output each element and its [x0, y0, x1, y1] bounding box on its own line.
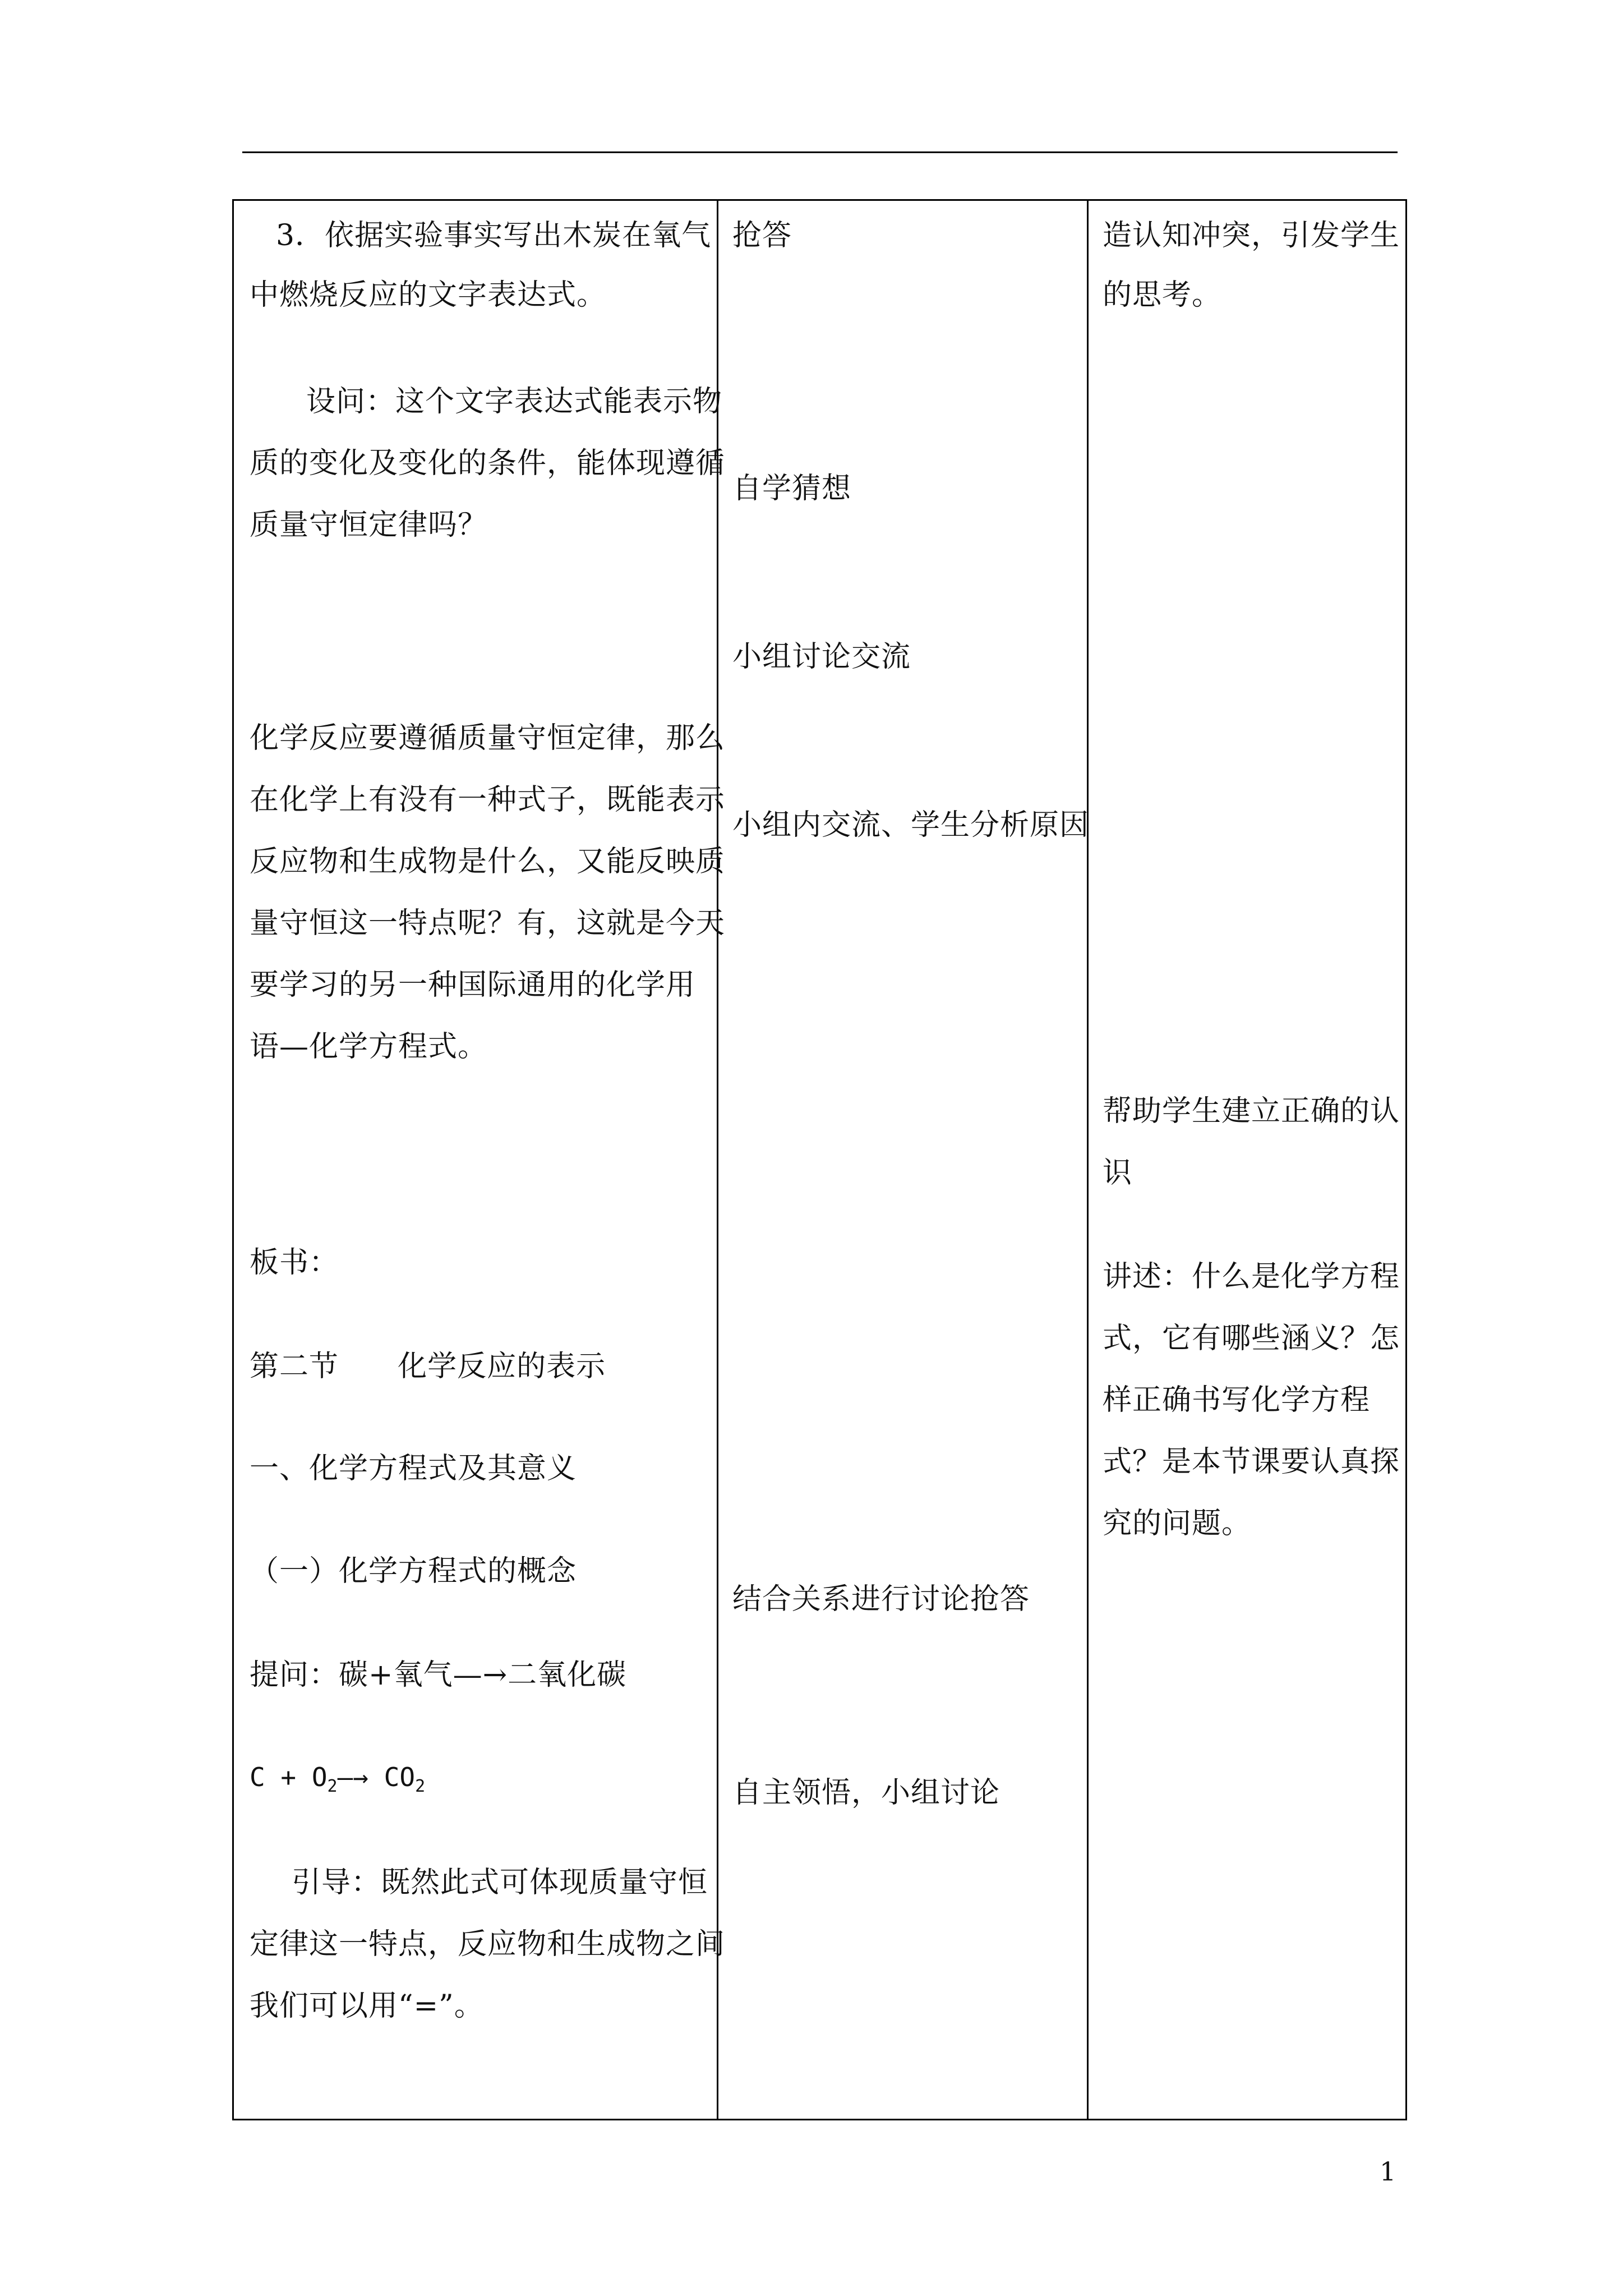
- transition-line3: 反应物和生成物是什么，又能反映质: [250, 845, 726, 878]
- question-line2: 质的变化及变化的条件，能体现遵循: [250, 447, 726, 480]
- subheading-one: （一）化学方程式的概念: [250, 1554, 577, 1588]
- heading-one: 一、化学方程式及其意义: [250, 1452, 577, 1485]
- formula-carbon-dioxide-subscript: 2: [415, 1777, 426, 1796]
- answer-text: 抢答: [732, 219, 792, 252]
- transition-line6: 语—化学方程式。: [250, 1030, 488, 1064]
- self-study-guess: 自学猜想: [732, 472, 852, 505]
- transition-line4: 量守恒这一特点呢？有，这就是今天: [250, 907, 726, 940]
- formula-carbon-dioxide: CO: [384, 1762, 416, 1792]
- page-number: 1: [1380, 2156, 1396, 2187]
- transition-line2: 在化学上有没有一种式子，既能表示: [250, 783, 726, 817]
- transition-line5: 要学习的另一种国际通用的化学用: [250, 968, 696, 1002]
- board-label: 板书：: [250, 1246, 339, 1280]
- formula-plus: +: [280, 1762, 297, 1792]
- question-line3: 质量守恒定律吗？: [250, 508, 488, 542]
- explain-line5: 究的问题。: [1103, 1507, 1252, 1540]
- formula-arrow: —→: [337, 1762, 368, 1792]
- explain-line2: 式，它有哪些涵义？怎: [1103, 1322, 1400, 1355]
- help-line1: 帮助学生建立正确的认: [1103, 1094, 1400, 1128]
- formula-oxygen-subscript: 2: [327, 1777, 338, 1796]
- column-divider-1: [717, 199, 718, 2120]
- self-comprehension: 自主领悟，小组讨论: [732, 1776, 1000, 1810]
- item3-line2: 中燃烧反应的文字表达式。: [250, 278, 607, 312]
- header-rule: [242, 151, 1398, 153]
- conflict-line2: 的思考。: [1103, 278, 1222, 312]
- guide-line1: 引导：既然此式可体现质量守恒: [292, 1866, 708, 1899]
- guide-line2: 定律这一特点，反应物和生成物之间: [250, 1927, 726, 1961]
- transition-line1: 化学反应要遵循质量守恒定律，那么: [250, 721, 726, 755]
- formula-oxygen: O: [311, 1762, 328, 1792]
- guide-line3: 我们可以用“=”。: [250, 1989, 484, 2023]
- question-line1: 设问：这个文字表达式能表示物: [306, 385, 723, 418]
- group-analysis: 小组内交流、学生分析原因: [732, 808, 1090, 842]
- explain-line1: 讲述：什么是化学方程: [1103, 1260, 1400, 1294]
- explain-line3: 样正确书写化学方程: [1103, 1383, 1371, 1417]
- help-line2: 识: [1103, 1156, 1133, 1190]
- relation-discussion: 结合关系进行讨论抢答: [732, 1582, 1030, 1616]
- formula-carbon: C: [250, 1762, 265, 1792]
- section-title: 第二节 化学反应的表示: [250, 1350, 606, 1383]
- item3-line1: 3．依据实验事实写出木炭在氧气: [276, 219, 712, 252]
- group-discussion: 小组讨论交流: [732, 640, 911, 674]
- prompt-word-equation: 提问：碳+氧气—→二氧化碳: [250, 1658, 627, 1692]
- conflict-line1: 造认知冲突，引发学生: [1103, 219, 1400, 252]
- column-divider-2: [1087, 199, 1089, 2120]
- chemical-formula: [250, 1764, 425, 1795]
- explain-line4: 式？是本节课要认真探: [1103, 1445, 1400, 1479]
